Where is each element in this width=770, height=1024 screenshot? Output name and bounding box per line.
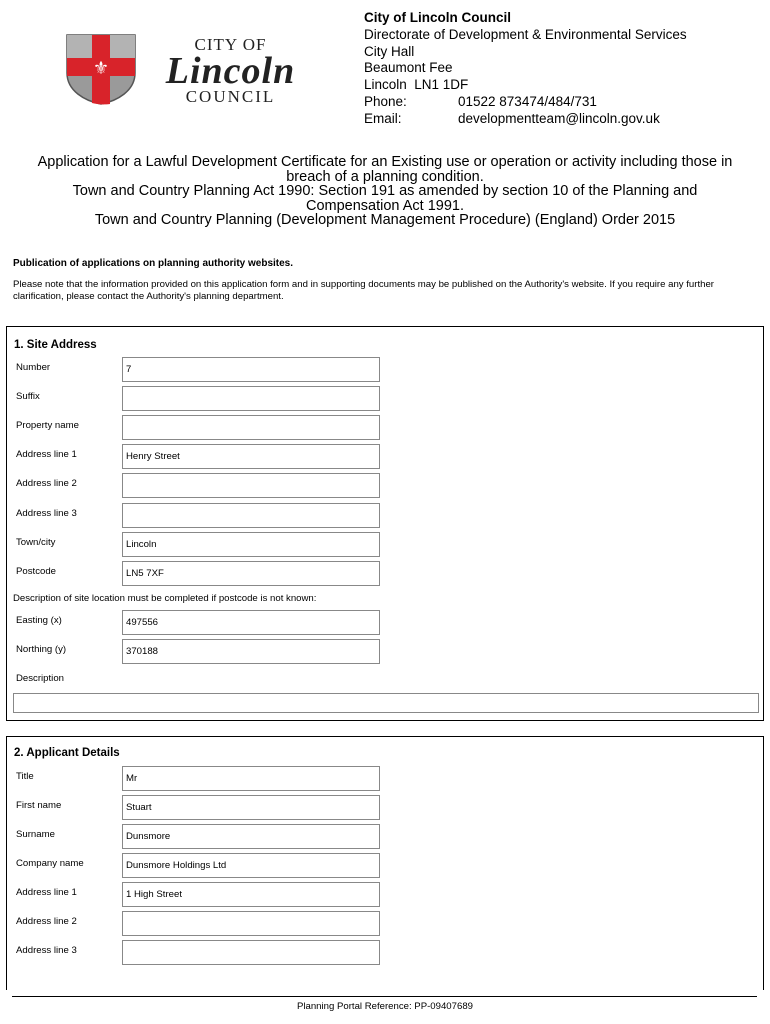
address-line-3-label: Address line 3 bbox=[16, 508, 77, 519]
applicant-address-line-3-label: Address line 3 bbox=[16, 945, 77, 956]
contact-directorate: Directorate of Development & Environmental Services bbox=[364, 26, 687, 42]
phone-label: Phone: bbox=[364, 93, 407, 109]
form-title bbox=[8, 155, 762, 228]
title-label: Title bbox=[16, 771, 34, 782]
property-name-label: Property name bbox=[16, 420, 79, 431]
section-title: 2. Applicant Details bbox=[14, 747, 120, 759]
postcode-label: Postcode bbox=[16, 566, 57, 577]
suffix-field[interactable] bbox=[122, 386, 380, 411]
applicant-address-line-2-label: Address line 2 bbox=[16, 916, 77, 927]
surname-field[interactable]: Dunsmore bbox=[122, 824, 380, 849]
applicant-address-line-1-label: Address line 1 bbox=[16, 887, 77, 898]
company-field[interactable]: Dunsmore Holdings Ltd bbox=[122, 853, 380, 878]
logo-city-of: CITY OF bbox=[194, 35, 267, 54]
contact-address-1: City Hall bbox=[364, 43, 415, 59]
council-shield-logo bbox=[65, 33, 137, 105]
northing-field[interactable]: 370188 bbox=[122, 639, 380, 664]
property-name-field[interactable] bbox=[122, 415, 380, 440]
address-line-1-label: Address line 1 bbox=[16, 449, 77, 460]
first-name-label: First name bbox=[16, 800, 62, 811]
title-line-1: Application for a Lawful Development Certificate for an Existing use or operation or activity including those in bbox=[37, 154, 733, 170]
publication-heading: Publication of applications on planning authority websites. bbox=[13, 258, 294, 269]
contact-address-2: Beaumont Fee bbox=[364, 60, 453, 76]
first-name-field[interactable]: Stuart bbox=[122, 795, 380, 820]
title-line-3: Town and Country Planning Act 1990: Section 191 as amended by section 10 of the Planning and bbox=[72, 183, 698, 200]
contact-phone-row bbox=[364, 94, 687, 111]
surname-label: Surname bbox=[16, 829, 55, 840]
title-line-4: Compensation Act 1991. bbox=[306, 197, 464, 214]
council-wordmark bbox=[148, 36, 313, 106]
easting-field[interactable]: 497556 bbox=[122, 610, 380, 635]
easting-label: Easting (x) bbox=[16, 615, 62, 626]
suffix-label: Suffix bbox=[16, 391, 40, 402]
planning-portal-reference: Planning Portal Reference: PP-09407689 bbox=[296, 1001, 473, 1012]
northing-label: Northing (y) bbox=[16, 644, 67, 655]
number-field[interactable]: 7 bbox=[122, 357, 380, 382]
address-line-1-field[interactable]: Henry Street bbox=[122, 444, 380, 469]
company-label: Company name bbox=[16, 858, 84, 869]
title-line-5: Town and Country Planning (Development Management Procedure) (England) Order 2015 bbox=[94, 212, 676, 229]
svg-text:⚜: ⚜ bbox=[92, 58, 110, 79]
footer-divider bbox=[12, 996, 757, 997]
applicant-address-line-3-field[interactable] bbox=[122, 940, 380, 965]
contact-block bbox=[364, 10, 687, 128]
logo-lincoln: Lincoln bbox=[165, 50, 296, 92]
number-label: Number bbox=[16, 362, 51, 373]
section-title: 1. Site Address bbox=[14, 339, 97, 351]
description-label: Description bbox=[16, 673, 64, 684]
site-address-section bbox=[6, 326, 764, 721]
description-field[interactable] bbox=[13, 693, 759, 713]
address-line-2-label: Address line 2 bbox=[16, 478, 77, 489]
applicant-details-section bbox=[6, 736, 764, 990]
email-value[interactable]: developmentteam@lincoln.gov.uk bbox=[458, 110, 660, 126]
applicant-address-line-2-field[interactable] bbox=[122, 911, 380, 936]
contact-address-3: Lincoln LN1 1DF bbox=[364, 77, 469, 93]
contact-email-row bbox=[364, 111, 687, 128]
phone-value: 01522 873474/484/731 bbox=[458, 93, 597, 109]
publication-text: Please note that the information provided on this application form and in supporting documents may be published on the Authority's website. If you require any further clarification, please contact the Authority's planning department. bbox=[13, 279, 714, 302]
location-note: Description of site location must be completed if postcode is not known: bbox=[13, 593, 317, 604]
town-field[interactable]: Lincoln bbox=[122, 532, 380, 557]
contact-org: City of Lincoln Council bbox=[364, 10, 511, 25]
title-line-2: breach of a planning condition. bbox=[286, 168, 484, 185]
postcode-field[interactable]: LN5 7XF bbox=[122, 561, 380, 586]
address-line-2-field[interactable] bbox=[122, 473, 380, 498]
applicant-address-line-1-field[interactable]: 1 High Street bbox=[122, 882, 380, 907]
email-label: Email: bbox=[364, 110, 402, 126]
address-line-3-field[interactable] bbox=[122, 503, 380, 528]
logo-council: COUNCIL bbox=[185, 87, 276, 106]
town-label: Town/city bbox=[16, 537, 56, 548]
title-field[interactable]: Mr bbox=[122, 766, 380, 791]
